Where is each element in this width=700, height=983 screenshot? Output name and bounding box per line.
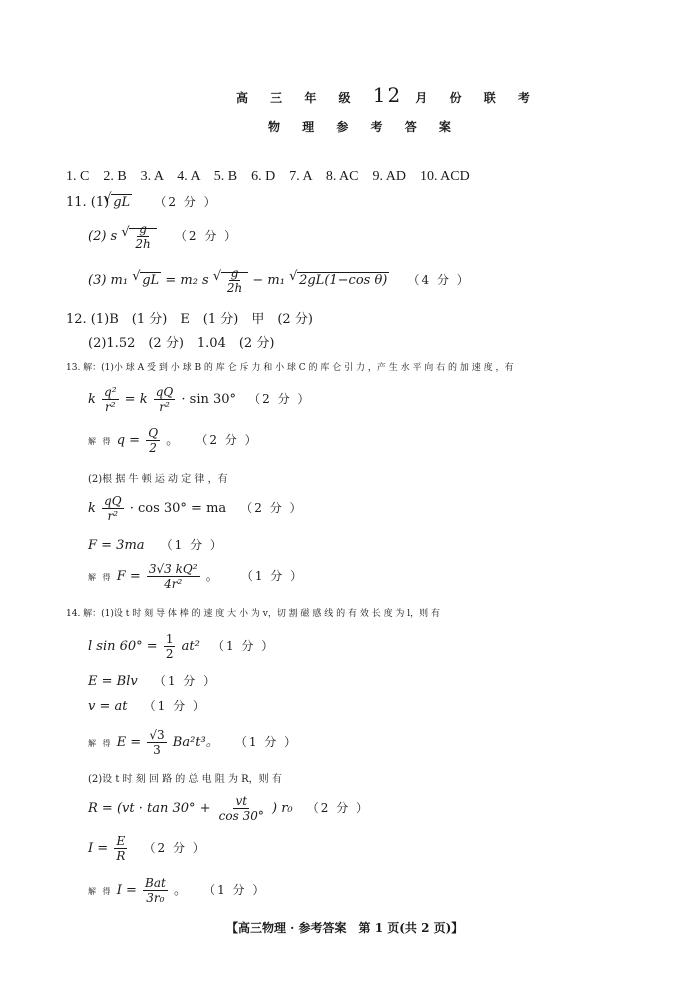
q14-eq6: I = $\frac{E}{R}$ （2 分 ） [88,834,207,863]
page-footer: 【高三物理 · 参考答案 第 1 页(共 2 页)】 [226,921,464,935]
q14-eq7: 解 得 I = $\frac{\text{Bat}}{\text{3r₀}}$ 。 （1 分 ） [88,876,267,905]
q13-eq4: F = 3ma （1 分 ） [88,538,224,553]
q14-part2: (2)设 t 时 刻 回 路 的 总 电 阻 为 R，则 有 [88,774,282,785]
q13-eq3: k $\frac{qQ}{\text{r²}}$ · cos 30° = ma （2 分 ） [88,494,304,523]
q13-intro: 13. 解：(1)小 球 A 受 到 小 球 B 的 库 仑 斥 力 和 小 球 C 的 库 仑 引 力 ，产 生 水 平 向 右 的 加 速 度 ，有 [66,363,514,373]
q14-eq3: v = at （1 分 ） [88,699,207,714]
q12-line1: 12. (1)B (1 分) E (1 分) 甲 (2 分) [66,312,313,327]
page-title [236,83,539,107]
q12-line2: (2)1.52 (2 分) 1.04 (2 分) [88,336,275,351]
q14-intro: 14. 解：(1)设 t 时 刻 导 体 棒 的 速 度 大 小 为 v，切 割 磁 感 线 的 有 效 长 度 为 l，则 有 [66,609,441,619]
q13-eq5: 解 得 F = $\frac{\text{3√3 kQ²}}{\text{4r²}}$ 。 （1 分 ） [88,562,305,591]
q13-eq2: 解 得 q = $\frac{Q}{2}$ 。 （2 分 ） [88,426,259,455]
q13-part2: (2)根 据 牛 顿 运 动 定 律 ，有 [88,474,228,485]
title-suffix: 月 份 联 考 [415,91,539,105]
q13-eq1: k $\frac{\text{q²}}{\text{r²}}$ = k $\frac{qQ}{\text{r²}}$ · sin 30° （2 分 ） [88,385,312,414]
title-number: 12 [372,83,403,107]
page-subtitle: 物 理 参 考 答 案 [268,120,460,134]
q11-line3: (3) m₁ √ gL = m₂ s √ $\frac{g}{2h}$ − m₁ √ 2gL(1−cos θ) （4 分 ） [88,266,471,295]
q14-eq5: R = (vt · tan 30° + $\frac{vt}{\cos 30^\circ}$ ) r₀ （2 分 ） [88,794,371,823]
q14-eq2: E = Blv （1 分 ） [88,674,218,689]
mc-answers: 1. C 2. B 3. A 4. A 5. B 6. D 7. A 8. AC 9. AD 10. ACD [66,169,470,184]
q14-eq1: l sin 60° = $\frac{1}{2}$ at² （1 分 ） [88,632,276,661]
q14-eq4: 解 得 E = $\frac{√3}{3}$ Ba²t³。 （1 分 ） [88,728,299,757]
title-prefix: 高 三 年 级 [236,91,360,105]
q11-line2: (2) s √ $\frac{g}{2h}$ （2 分 ） [88,222,238,251]
q11-line1: 11. (1)√ gL （2 分 ） [66,193,218,210]
